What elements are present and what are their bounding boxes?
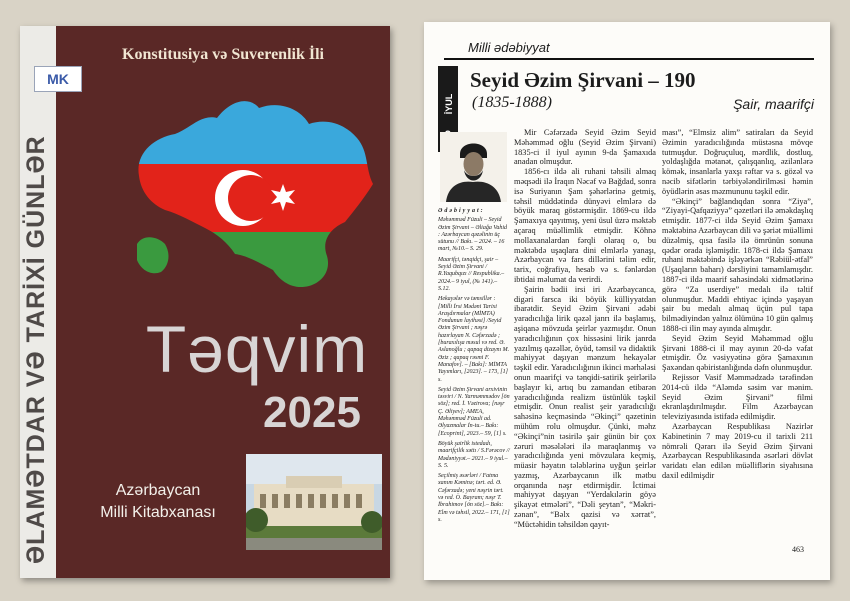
flag-blue-band [131,94,376,164]
literature-item: Məhəmməd Füzuli – Seyid Əzim Şirvani – Əliağa Vahid : Azərbaycan qəzəlinin üç sütunu // Bakı. – 2024. – 16 mart, №10.– S. 29. [438,217,508,253]
azerbaijan-flag-map [131,94,376,304]
cover-title: Təqvim [145,312,369,386]
paragraph: Mir Cəfərzadə Seyid Əzim Seyid Məhəmməd oğlu (Seyid Əzim Şirvani) 1835-ci il iyul ayının 9-da Şamaxıda anadan olmuşdur. [514,128,656,167]
cover-year: 2025 [263,388,361,437]
library-line-1: Azərbaycan [115,482,201,499]
literature-list [438,208,510,527]
literature-item: Seçilmiş əsərləri / Fatma xanım Kəminə; tərt. ed. Ə. Cəfərzadə; yeni nəşrin tərt. və red. Ö. Bayram; nəşr T. İbrahimov [ön söz].– Bakı: Elm və təhsil, 2022.– 171, [1] s. [438,473,510,523]
literature-heading: Ədəbiyyat: [438,208,485,214]
book-cover [20,26,390,578]
article-column-2 [662,128,813,481]
crescent-inner [228,175,274,221]
literature-item: Maarifçi, tənqidçi, şair – Seyid Əzim Şirvani / R.Yaqubqızı // Respublika.– 2024.– 9 iyul, (№ 141).– S.12. [438,256,505,292]
calendar-page [424,22,830,580]
author-portrait [440,132,507,202]
paragraph: Azərbaycan Respublikası Nazirlər Kabinetinin 7 may 2019-cu il tarixli 211 nömrəli Qərarı ilə Seyid Əzim Şirvani Azərbaycan Respublikasında əsərləri dövlət varidatı elan edilən müəlliflərin siyahısına daxil edilmişdir [662,421,813,480]
cover-body [56,26,390,578]
section-title: Milli ədəbiyyat [468,40,550,55]
nakhchivan-shape [137,237,168,273]
literature-item: Böyük şairlik istedadı, maarifçilik xəttı / S.Fərəcov // Mədəniyyət.– 2021.– 9 iyul.– S. 5. [438,440,510,469]
article-role: Şair, maarifçi [733,96,814,112]
article-column-1 [514,128,656,530]
library-line-2: Milli Kitabxanası [100,504,216,521]
flag-green-band [131,232,376,304]
library-name [68,480,248,524]
article-title: Seyid Əzim Şirvani – 190 [470,68,696,92]
date-month: İYUL [444,93,454,115]
cover-spine-strip [20,26,56,578]
mk-logo: MK [34,66,82,92]
paragraph: “Əkinçi” bağlandıqdan sonra “Ziya”, “Ziyayi-Qafqaziyyə” qəzetləri ilə əməkdaşlıq etmişdir. 1877-ci ildə Seyid Əzim Şamaxı məktəbinə Azərbaycan dili və şəriət müəllimi düzəlmiş, qısa fasilə ilə ömrünün sonuna qədər orada işləmişdir. 1878-ci ildə Şamaxı ruhani məktəbində işləyərkən “Rəbiül-ətfal” (Uşaqların baharı) dərsliyini tamamlamışdır. 1887-ci ildə maarif sahəsindəki xidmətlərinə görə “Za userdiye” medalı ilə təltif olunmuşdur. Maddi ehtiyac içində yaşayan şair bu medalı almaq üçün pul tapa bilmədiyindən yalnız ölümünə 10 gün qalmış 1888-ci ilin may ayında almışdır. [662,196,813,333]
literature-item: Hekayələr və təmsillər : [Milli İrsi Mədəni Tarixi Araşdırmalar (MİMTA) Fondunun layihəsi] /Seyid Əzim Şirvani ; nəşrə hazırlayan N. Cəfərzadə ; [buraxılışa məsul və red. Ə. Aslanoğlu ; qapaq dizaynı M. Əziz ; qapaq rəsmi F. Manafov]. – [Bakı]: MİMTA Yayımları, [2023]. – 173, [1] s. [438,296,510,383]
spine-title: ƏLAMƏTDAR VƏ TARİXİ GÜNLƏR [22,135,50,564]
page-number: 463 [792,545,804,554]
paragraph: Rejissor Vasif Məmmədzadə tərəfindən 2014-cü ildə “Aləmdə səsim var mənim. Seyid Əzim Şirvani” filmi ekranlaşdırılmışdır. Film Azərbaycan televiziyasında istifadə edilmişdir. [662,372,813,422]
paragraph: Şairin bədii irsi iri Azərbaycanca, digəri farsca iki böyük külliyyatdan ibarətdir. Seyid Əzim Şirvani ədəbi yaradıcılığa lirik qəzəl janrı ilə başlamış, aşiqanə mövzuda şeirlər yazmışdır. Onun yaradıcılığının çox hissəsini lirik janrda yazılmış qəzəllər, öyüd, təmsil və didaktik mahiyyət daşıyan mənzum hekayələr təşkil edir. Yaradıcılığının ikinci mərhələsi onun maarifçi və tənqidi-satirik şeirlərilə başlayır ki, artıq bu zamandan etibarən yaradıcılığında realizm üstünlük təşkil etmişdir. Onun realist şeir yaradıcılığı sahəsinə keçməsində “Əkinçi” qəzetinin mühüm rolu olmuşdur. Çünki, məhz “Əkinçi”nin təsirilə şair günün bir çox zəruri məsələləri ilə maraqlanmış və yaradıcılığında yeni mövzulara keçmiş, müasir həyatın tələblərinə uyğun şeirlər yazmış, Azərbaycanın ilk mətbu orqanında nəşr etdirmişdir. İctimai mahiyyət daşıyan “Yerdakılərin göyə şikayət etmələri”, “Dəli şeytan”, “Məkri-zənan”, “Bəlx qazisi və xərrat”, “Müctəhidin təhsildən qayıt- [514,284,656,529]
header-rule [444,58,814,60]
cover-subtitle: Konstitusiya və Suverenlik İli [122,46,324,63]
paragraph: Seyid Əzim Seyid Məhəmməd oğlu Şirvani 1888-ci il may ayının 20-də vəfat etmişdir. Öz vəsiyyətinə görə Şamaxının Şaxəndan qəbiristanlığında dəfn olunmuşdur. [662,333,813,373]
paragraph: 1856-cı ildə ali ruhani təhsili almaq məqsədi ilə İraqın Nəcəf və Bağdad, sonra isə Suriyanın Şam şəhərlərinə getmiş, təhsil müddətində dünyəvi elmlərə də böyük maraq göstərmişdir. 1869-cu ildə Şamaxıya qayıtmış, yeni üsul üzrə məktəb açaraq müəllimlik etmişdir. Köhnə mollaxanalardan fərqli olaraq o, bu məktəbdə uşaqlara dini elmlərlə yanaşı, Azərbaycan və fars dillərini təlim edir, tarix, coğrafiya, hesab və s. fənlərdən ibtidai məlumat da verirdi. [514,167,656,284]
literature-item: Seyid Əzim Şirvani arxivinin təsviri / N. Yarməmmədov [ön söz]; red. İ. Vəzirova; [nəşr Ç. Əliyev]; AMEA, Məhəmməd Füzuli ad. Əlyazmalar İn-tu.– Bakı: [Ecoprint], 2023.– 59, [1] s. [438,386,510,437]
article-years: (1835-1888) [472,94,552,111]
library-building-photo [246,454,382,550]
paragraph: ması”, “Elmsiz alim” satiraları da Seyid Əzimin yaradıcılığında müstəsna mövqe tutmuşdur. Doğruçuluq, mərdlik, dostluq, yoldaşlığda mətanət, çalışqanlıq, əzilənlərə kömək, insanlarla yaxşı rəftar və s. gözəl və nəcib sifətlərin tərbiyələndirilməsi həmin öyüdlərin əsas məzmununu təşkil edir. [662,128,813,196]
